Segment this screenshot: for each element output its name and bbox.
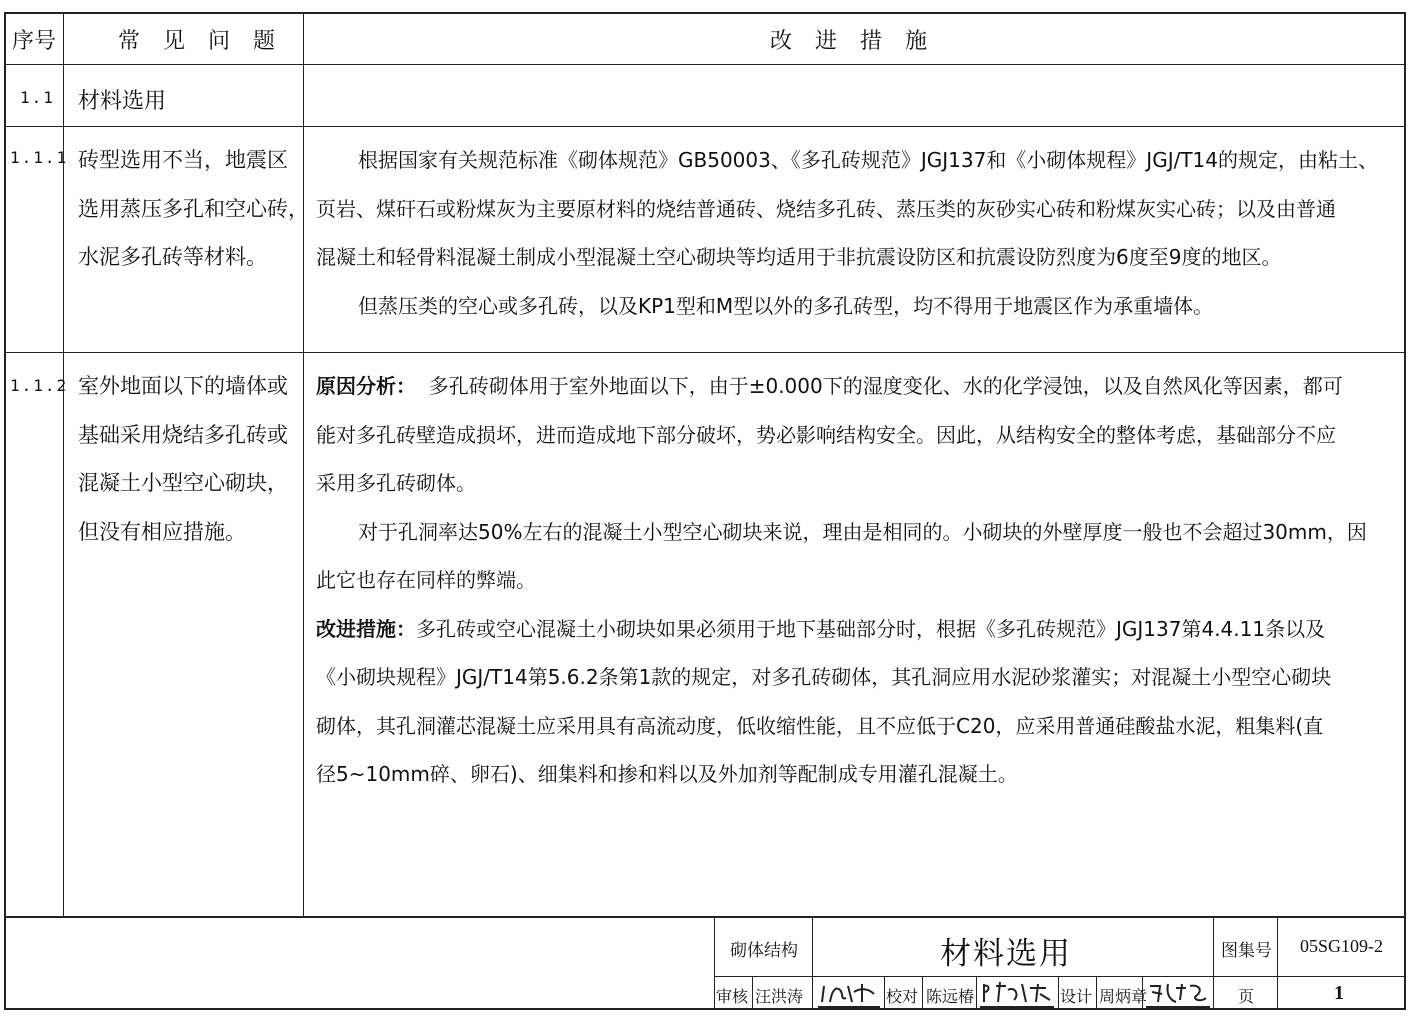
issue-line: 室外地面以下的墙体或 xyxy=(78,374,288,398)
cause-line: 此它也存在同样的弊端。 xyxy=(316,568,536,592)
issue-text xyxy=(78,136,309,282)
cause-analysis xyxy=(316,362,1394,799)
tb-divider-c xyxy=(1213,916,1214,1010)
measure-line: 页岩、煤矸石或粉煤灰为主要原材料的烧结普通砖、烧结多孔砖、蒸压类的灰砂实心砖和粉煤灰实心砖；以及由普通 xyxy=(316,196,1336,221)
tb-title: 材料选用 xyxy=(940,936,1072,972)
tb-sub-divider-4 xyxy=(922,976,923,1010)
tb-check-label: 校对 xyxy=(886,987,919,1006)
tb-sub-divider-7 xyxy=(1096,976,1097,1010)
measure-line: 根据国家有关规范标准《砌体规范》GB50003、《多孔砖规范》JGJ137和《小砌体规程》JGJ/T14的规定，由粘土、 xyxy=(358,148,1379,172)
cause-line: 能对多孔砖壁造成损坏，进而造成地下部分破坏，势必影响结构安全。因此，从结构安全的整体考虑，基础部分不应 xyxy=(316,422,1336,447)
designer-signature xyxy=(1146,980,1210,1008)
issue-line: 砖型选用不当，地震区 xyxy=(78,148,288,172)
section-no: 1.1 xyxy=(20,88,55,107)
cause-line: 对于孔洞率达50%左右的混凝土小型空心砌块来说，理由是相同的。小砌块的外壁厚度一般也不会超过30mm，因 xyxy=(358,519,1367,544)
cause-label: 原因分析： xyxy=(316,374,416,398)
tb-page-label: 页 xyxy=(1238,987,1255,1006)
fix-line: 径5~10mm碎、卵石)、细集料和掺和料以及外加剂等配制成专用灌孔混凝土。 xyxy=(316,762,1018,786)
issue-line: 混凝土小型空心砌块， xyxy=(78,471,288,495)
tb-reviewer: 汪洪涛 xyxy=(755,987,804,1006)
reviewer-signature xyxy=(818,980,880,1008)
fix-line: 多孔砖或空心混凝土小砌块如果必须用于地下基础部分时，根据《多孔砖规范》JGJ137第4.4.11条以及 xyxy=(416,616,1326,641)
tb-atlas-label: 图集号 xyxy=(1221,941,1272,961)
tb-divider-d xyxy=(1277,916,1278,1010)
fix-line: 砌体，其孔洞灌芯混凝土应采用具有高流动度，低收缩性能，且不应低于C20，应采用普通硅酸盐水泥，粗集料(直 xyxy=(316,713,1324,738)
tb-atlas-no: 05SG109-2 xyxy=(1300,936,1384,956)
section-title: 材料选用 xyxy=(78,89,167,114)
issue-text xyxy=(78,362,288,556)
measure-text xyxy=(316,136,1394,330)
issue-line: 但没有相应措施。 xyxy=(78,519,246,544)
tb-design-label: 设计 xyxy=(1060,987,1093,1006)
header-issue: 常 见 问 题 xyxy=(118,29,283,54)
tb-sub-divider-2 xyxy=(812,976,813,1010)
checker-signature xyxy=(980,980,1054,1008)
tb-designer: 周炳章 xyxy=(1099,987,1148,1006)
tb-page-no: 1 xyxy=(1334,982,1344,1004)
tb-sub-divider-3 xyxy=(884,976,885,1010)
fix-line: 《小砌块规程》JGJ/T14第5.6.2条第1款的规定，对多孔砖砌体，其孔洞应用水泥砂浆灌实；对混凝土小型空心砌块 xyxy=(316,665,1332,689)
header-rule xyxy=(4,64,1406,65)
issue-line: 选用蒸压多孔和空心砖， xyxy=(78,196,309,221)
header-no: 序号 xyxy=(12,29,57,54)
title-block-rule xyxy=(4,916,1406,918)
issue-line: 水泥多孔砖等材料。 xyxy=(78,245,267,269)
row-no: 1.1.1 xyxy=(10,148,69,167)
tb-divider-b xyxy=(812,916,813,976)
tb-sub-divider-1 xyxy=(752,976,753,1010)
row-rule xyxy=(4,352,1406,353)
row-no: 1.1.2 xyxy=(10,376,69,395)
tb-category: 砌体结构 xyxy=(730,941,798,961)
tb-review-label: 审核 xyxy=(716,987,749,1006)
cause-line: 多孔砖砌体用于室外地面以下，由于±0.000下的湿度变化、水的化学浸蚀，以及自然风化等因素，都可 xyxy=(428,374,1343,398)
fix-label: 改进措施： xyxy=(316,616,416,641)
header-measure: 改 进 措 施 xyxy=(770,29,935,54)
tb-sub-divider-5 xyxy=(976,976,977,1010)
tb-checker: 陈远椿 xyxy=(926,987,975,1006)
tb-divider-a xyxy=(714,916,715,1010)
tb-sub-divider-6 xyxy=(1058,976,1059,1010)
measure-line: 混凝土和轻骨料混凝土制成小型混凝土空心砌块等均适用于非抗震设防区和抗震设防烈度为6度至9度的地区。 xyxy=(316,245,1282,269)
measure-line: 但蒸压类的空心或多孔砖，以及KP1型和M型以外的多孔砖型，均不得用于地震区作为承重墙体。 xyxy=(358,293,1214,318)
section-rule xyxy=(4,126,1406,127)
issue-line: 基础采用烧结多孔砖或 xyxy=(78,422,288,447)
cause-line: 采用多孔砖砌体。 xyxy=(316,471,476,495)
title-block-mid-rule xyxy=(714,976,1406,977)
